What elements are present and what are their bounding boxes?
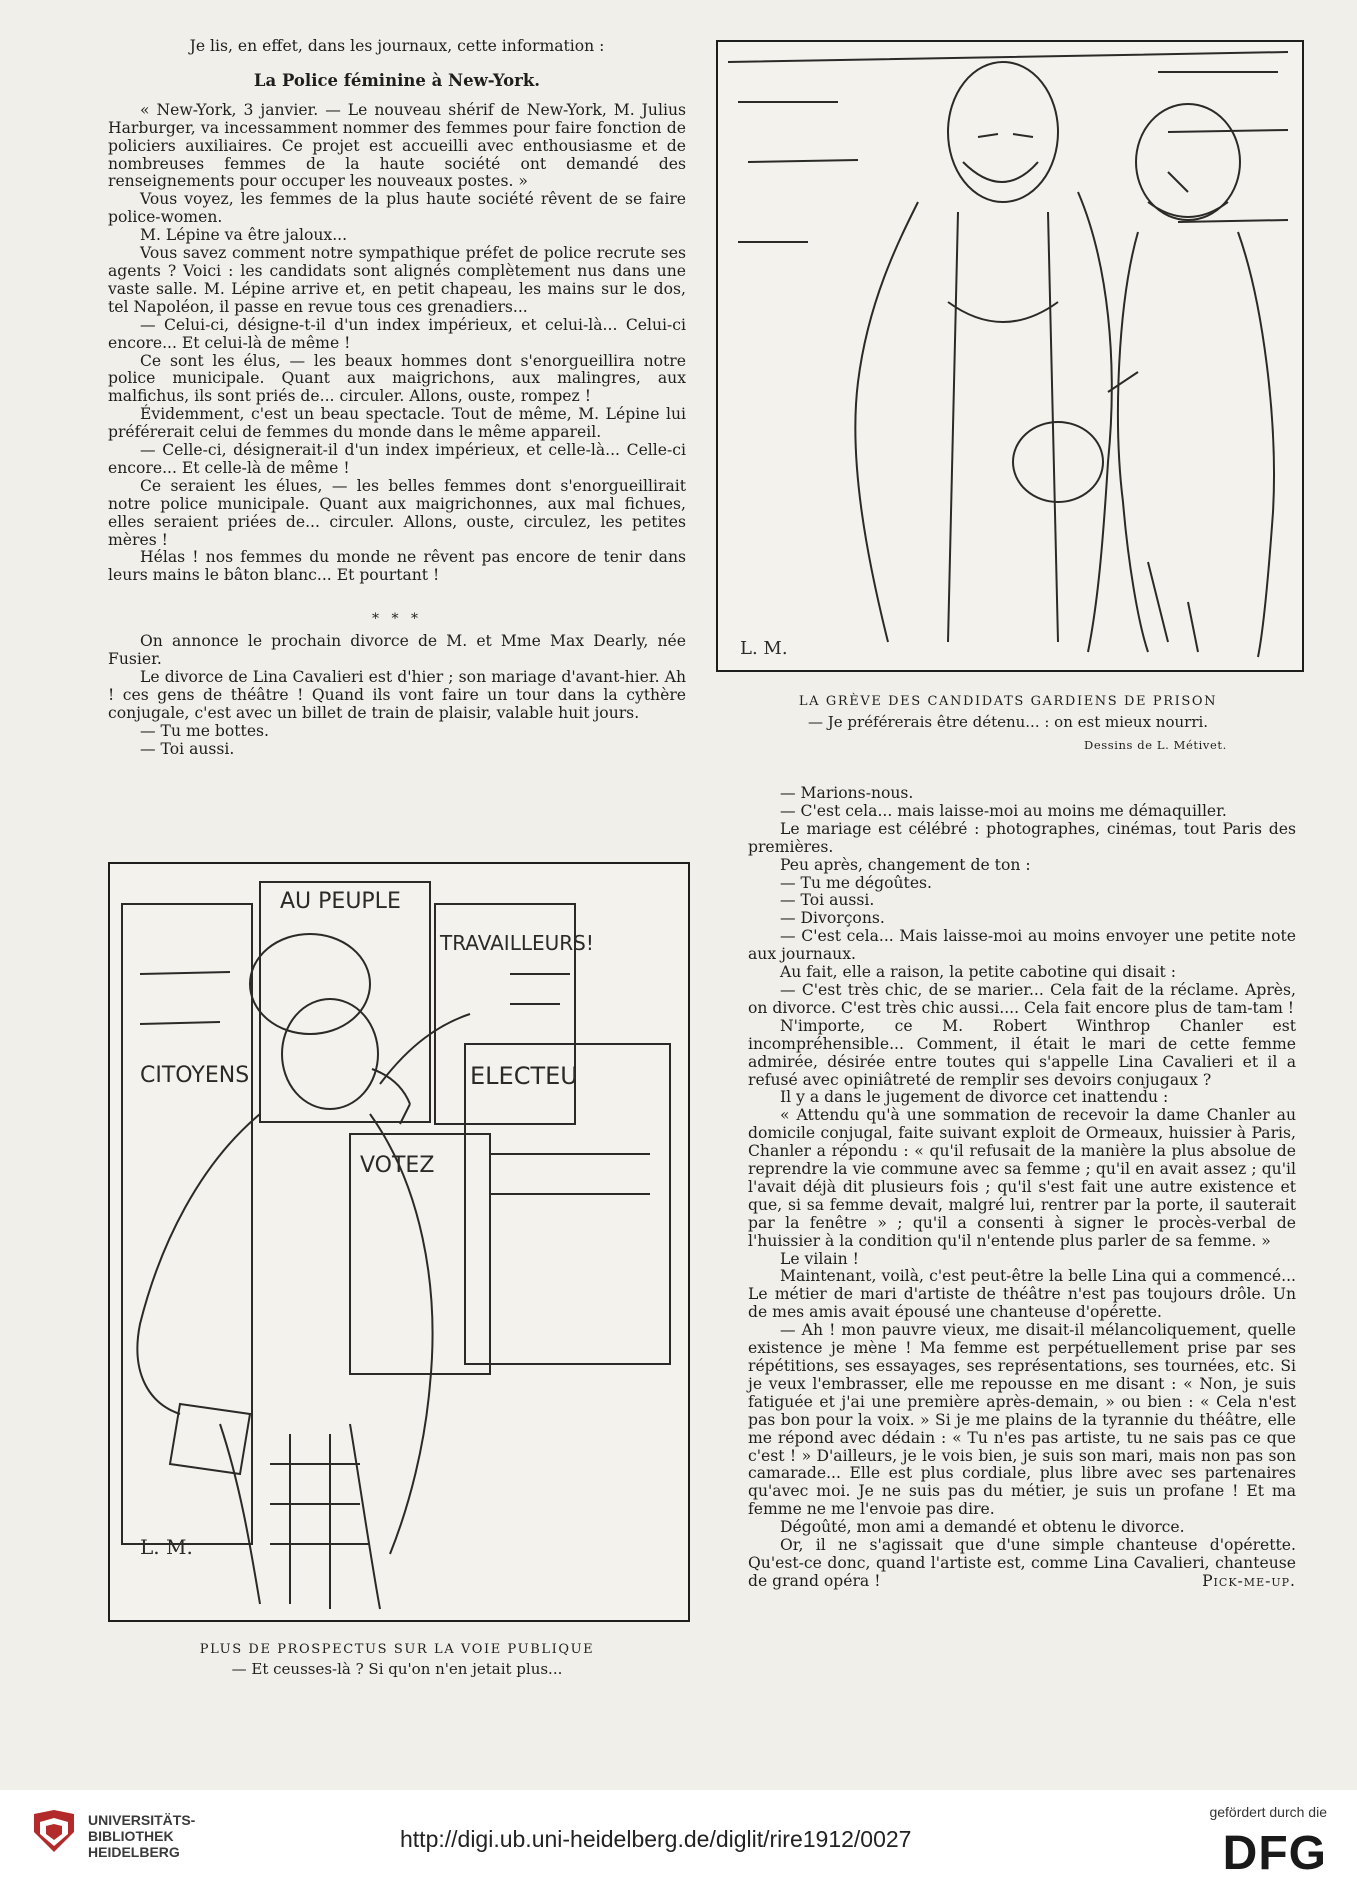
paragraph: N'importe, ce M. Robert Winthrop Chanler est incompréhensible... Comment, il était le mari de cette femme admirée, désirée entre toutes qui s'appelle Lina Cavalieri et il a refusé avec opiniâtreté de remplir ses devoirs conjugaux ? — [748, 1016, 1296, 1089]
illustration-signature: L. M. — [740, 638, 788, 659]
source-url[interactable]: http://digi.ub.uni-heidelberg.de/diglit/rire1912/0027 — [400, 1826, 912, 1852]
paragraph: Le vilain ! — [780, 1249, 859, 1268]
illustration-caption-line: — Je préférerais être détenu... : on est mieux nourri. — [807, 713, 1209, 731]
paragraph: — C'est cela... Mais laisse-moi au moins envoyer une petite note aux journaux. — [748, 927, 1296, 964]
paragraph: Il y a dans le jugement de divorce cet inattendu : — [780, 1088, 1169, 1107]
sketch-two-men — [718, 42, 1302, 670]
illustration-caption-title: PLUS DE PROSPECTUS SUR LA VOIE PUBLIQUE — [199, 1642, 595, 1657]
paragraph: — Divorçons. — [780, 909, 885, 928]
digitization-footer — [0, 1790, 1357, 1889]
poster-electeurs: ELECTEU — [470, 1062, 578, 1090]
paragraph — [748, 1537, 1296, 1591]
dfg-logo: DFG — [1222, 1827, 1327, 1880]
illustration-credit: Dessins de L. Métivet. — [1084, 738, 1227, 752]
sketch-man-with-pipe — [110, 864, 688, 1620]
illustration-election-posters — [108, 862, 690, 1622]
paragraph: — Ah ! mon pauvre vieux, me disait-il mélancoliquement, quelle existence je mène ! Ma femme est perpétuellement prise par ses répétitions, ses essayages, ses représentations, ses tournées, etc. Si je veux l'embrasser, elle me repousse en me disant : « Non, je suis fatiguée et j'ai une première après-demain, » ou bien : « Cela n'est pas bon pour la voix. » Si je me plains de la tyrannie du théâtre, elle me répond avec dédain : « Tu n'es pas artiste, tu ne sais pas ce que c'est ! » D'ailleurs, je le vois bien, je suis son mari, mais non pas son camarade... Elle est plus cordiale, plus libre avec ses partenaires qu'avec moi. Je ne suis pas du métier, je suis un profane ! Et ma femme ne me l'envoie pas dire. — [748, 1321, 1296, 1519]
paragraph: Hélas ! nos femmes du monde ne rêvent pas encore de tenir dans leurs mains le bâton blanc... Et pourtant ! — [108, 548, 686, 585]
paragraph: Au fait, elle a raison, la petite cabotine qui disait : — [780, 963, 1176, 982]
library-name-line: HEIDELBERG — [88, 1844, 180, 1860]
paragraph: On annonce le prochain divorce de M. et Mme Max Dearly, née Fusier. — [108, 632, 686, 669]
paragraph: — C'est très chic, de se marier... Cela fait de la réclame. Après, on divorce. C'est très chic aussi.... Cela fait encore plus de tam-tam ! — [748, 980, 1296, 1017]
paragraph: Ce seraient les élues, — les belles femmes dont s'enorgueillirait notre police municipale. Quant aux maigrichonnes, aux mal fichues, elles seraient priées de... circuler. Allons, ouste, circulez, les petites mères ! — [108, 476, 686, 549]
paragraph: Le mariage est célébré : photographes, cinémas, tout Paris des premières. — [748, 819, 1296, 856]
library-name — [88, 1812, 195, 1860]
poster-citoyens: CITOYENS — [140, 1063, 250, 1088]
paragraph: Dégoûté, mon ami a demandé et obtenu le divorce. — [780, 1518, 1185, 1537]
article-heading: La Police féminine à New-York. — [253, 70, 541, 90]
paragraph: — Celui-ci, désigne-t-il d'un index impérieux, et celui-là... Celui-ci encore... Et celui-là de même ! — [108, 315, 686, 352]
paragraph: Vous savez comment notre sympathique préfet de police recrute ses agents ? Voici : les candidats sont alignés complètement nus dans une vaste salle. M. Lépine arrive et, en petit chapeau, les mains sur le dos, tel Napoléon, il passe en revue tous ces grenadiers... — [108, 244, 686, 316]
paragraph: Peu après, changement de ton : — [780, 855, 1031, 874]
paragraph: — Tu me dégoûtes. — [780, 873, 933, 892]
poster-au-peuple: AU PEUPLE — [280, 889, 401, 914]
funded-by-label: gefördert durch die — [1209, 1804, 1327, 1820]
paragraph: « Attendu qu'à une sommation de recevoir la dame Chanler au domicile conjugal, faite suivant exploit de Ormeaux, huissier à Paris, Chanler a répondu : « qu'il refusait de la manière la plus absolue de reprendre la vie commune avec sa femme ; qu'il en avait assez ; qu'il l'avait déjà dit plusieurs fois ; qu'il s'est fait une autre existence et que, si sa femme devait, malgré lui, rentrer par la porte, il sauterait par la fenêtre » ; qu'il a consenti à signer le procès-verbal de l'huissier à la condition qu'il n'entende plus parler de sa femme. » — [748, 1106, 1296, 1250]
poster-travailleurs: TRAVAILLEURS! — [440, 931, 594, 955]
library-name-line: BIBLIOTHEK — [88, 1828, 174, 1844]
paragraph: Vous voyez, les femmes de la plus haute société rêvent de se faire police-women. — [108, 190, 686, 227]
paragraph: Le divorce de Lina Cavalieri est d'hier ; son mariage d'avant-hier. Ah ! ces gens de théâtre ! Quand ils vont faire un tour dans la cythère conjugale, c'est avec un billet de train de plaisir, valable huit jours. — [108, 668, 686, 722]
paragraph: Ce sont les élus, — les beaux hommes dont s'enorgueillira notre police municipale. Quant aux maigrichons, aux malingres, aux malfichus, ils sont priés de... circuler. Allons, ouste, rompez ! — [108, 351, 686, 406]
paragraph: — Marions-nous. — [780, 784, 914, 802]
illustration-caption-title: LA GRÈVE DES CANDIDATS GARDIENS DE PRISON — [798, 694, 1218, 709]
paragraph: — C'est cela... mais laisse-moi au moins me démaquiller. — [780, 801, 1227, 820]
library-name-line: UNIVERSITÄTS- — [88, 1812, 196, 1828]
paragraph: M. Lépine va être jaloux... — [140, 226, 348, 245]
paragraph: Maintenant, voilà, c'est peut-être la belle Lina qui a commencé... Le métier de mari d'artiste de théâtre n'est pas toujours drôle. Un de mes amis avait épousé une chanteuse d'opérette. — [748, 1267, 1296, 1322]
paragraph: Évidemment, c'est un beau spectacle. Tout de même, M. Lépine lui préférerait celui de femmes du monde dans le même appareil. — [108, 405, 686, 442]
paragraph: — Celle-ci, désignerait-il d'un index impérieux, et celle-là... Celle-ci encore... Et celle-là de même ! — [108, 441, 686, 477]
illustration-signature: L. M. — [140, 1535, 193, 1559]
article-signature: Pick-me-up. — [1202, 1571, 1296, 1590]
section-separator: * * * — [372, 611, 422, 628]
left-column-text — [108, 38, 686, 759]
paragraph: — Tu me bottes. — [140, 721, 270, 740]
paragraph: « New-York, 3 janvier. — Le nouveau shérif de New-York, M. Julius Harburger, va incessamment nommer des femmes pour faire fonction de policiers auxiliaires. Ce projet est accueilli avec enthousiasme et de nombreuses femmes de la haute société ont demandé des renseignements pour occuper les nouveaux postes. » — [108, 100, 686, 191]
illustration-caption-line: — Et ceusses-là ? Si qu'on n'en jetait plus... — [231, 1660, 563, 1678]
university-library-logo — [30, 1808, 78, 1866]
poster-votez: VOTEZ — [360, 1153, 435, 1178]
paragraph: — Toi aussi. — [780, 891, 875, 910]
right-column-text — [748, 785, 1296, 1591]
paragraph: — Toi aussi. — [140, 739, 235, 758]
illustration-prison-guards — [716, 40, 1304, 672]
paragraph-text: Or, il ne s'agissait que d'une simple chanteuse d'opérette. Qu'est-ce donc, quand l'artiste est, comme Lina Cavalieri, chanteuse de grand opéra ! — [748, 1536, 1296, 1590]
intro-line: Je lis, en effet, dans les journaux, cette information : — [189, 37, 605, 55]
